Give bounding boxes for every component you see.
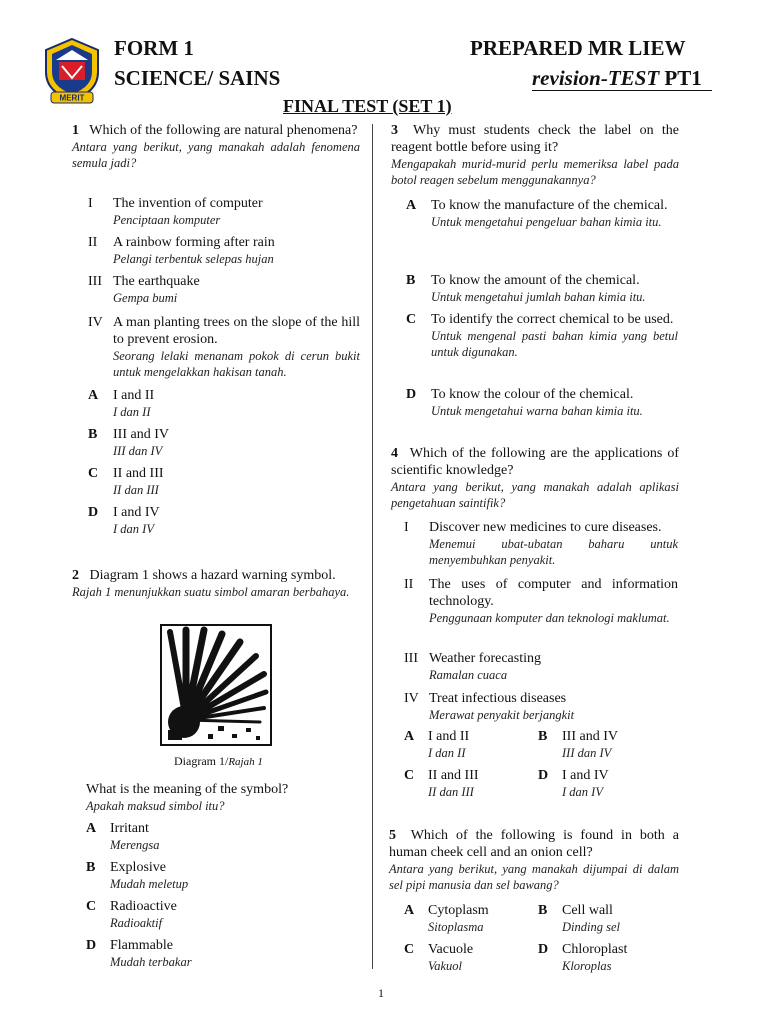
- question-text-en: Which of the following are the applications of scientific knowledge?: [391, 446, 680, 478]
- question-2: [72, 567, 360, 600]
- statement-I: I Discover new medicines to cure diseases. Menemui ubat-ubatan baharu untuk menyembuhkan penyakit.: [404, 520, 678, 567]
- school-logo: [42, 36, 102, 106]
- question-text-ms: Antara yang berikut, yang manakah adalah aplikasi pengetahuan saintifik?: [391, 480, 679, 510]
- option-C[interactable]: C To identify the correct chemical to be used. Untuk mengenal pasti bahan kimia yang betul untuk digunakan.: [406, 312, 678, 359]
- option-C[interactable]: C Vacuole Vakuol: [404, 942, 474, 973]
- option-A[interactable]: A Irritant Merengsa: [86, 821, 160, 852]
- question-number: 4: [391, 446, 398, 461]
- page-number: 1: [378, 986, 384, 1000]
- statement-IV: IV A man planting trees on the slope of the hill to prevent erosion. Seorang lelaki menanam pokok di cerun bukit untuk mengelakkan hakisan tanah.: [88, 315, 360, 379]
- option-D[interactable]: D I and IV I dan IV: [88, 505, 160, 536]
- option-D[interactable]: D Chloroplast Kloroplas: [538, 942, 628, 973]
- question-number: 5: [389, 828, 396, 843]
- question-5: [389, 827, 679, 893]
- statement-I: I The invention of computer Penciptaan komputer: [88, 196, 263, 227]
- option-A[interactable]: A Cytoplasm Sitoplasma: [404, 903, 489, 934]
- question-number: 1: [72, 123, 79, 138]
- question-number: 3: [391, 123, 398, 138]
- statement-III: III Weather forecasting Ramalan cuaca: [404, 651, 541, 682]
- option-D[interactable]: D Flammable Mudah terbakar: [86, 938, 192, 969]
- question-4: [391, 445, 679, 511]
- question-1: [72, 122, 360, 171]
- explosive-hazard-icon: [160, 624, 272, 746]
- option-B[interactable]: B Explosive Mudah meletup: [86, 860, 189, 891]
- revision-italic: revision-TEST: [532, 66, 660, 90]
- question-2-prompt: What is the meaning of the symbol? Apakah maksud simbol itu?: [86, 782, 289, 813]
- option-D[interactable]: D I and IV I dan IV: [538, 768, 609, 799]
- column-divider: [372, 124, 373, 969]
- question-text-ms: Mengapakah murid-murid perlu memeriksa label pada botol reagen sebelum menggunakannya?: [391, 157, 679, 187]
- statement-IV: IV Treat infectious diseases Merawat penyakit berjangkit: [404, 691, 575, 722]
- statement-III: III The earthquake Gempa bumi: [88, 274, 200, 305]
- svg-text:MERIT: MERIT: [59, 93, 85, 103]
- question-text-en: Which of the following are natural phenomena?: [89, 123, 358, 138]
- question-text-ms: Antara yang berikut, yang manakah dijumpai di dalam sel pipi manusia dan sel bawang?: [389, 862, 679, 892]
- question-text-en: Which of the following is found in both a human cheek cell and an onion cell?: [389, 828, 679, 860]
- diagram-caption: Diagram 1/Rajah 1: [174, 754, 263, 768]
- option-C[interactable]: C II and III II dan III: [88, 466, 164, 497]
- question-text-ms: Antara yang berikut, yang manakah adalah fenomena semula jadi?: [72, 140, 360, 170]
- revision-underline: [532, 90, 712, 91]
- statement-II: II A rainbow forming after rain Pelangi terbentuk selepas hujan: [88, 235, 275, 266]
- prepared-by: PREPARED MR LIEW: [470, 36, 686, 60]
- option-D[interactable]: D To know the colour of the chemical. Untuk mengetahui warna bahan kimia itu.: [406, 387, 643, 418]
- option-A[interactable]: A To know the manufacture of the chemical. Untuk mengetahui pengeluar bahan kimia itu.: [406, 198, 668, 229]
- option-A[interactable]: A I and II I dan II: [88, 388, 155, 419]
- option-B[interactable]: B III and IV III dan IV: [88, 427, 169, 458]
- option-A[interactable]: A I and II I dan II: [404, 729, 470, 760]
- option-B[interactable]: B Cell wall Dinding sel: [538, 903, 620, 934]
- revision-code: PT1: [664, 66, 702, 90]
- option-C[interactable]: C II and III II dan III: [404, 768, 479, 799]
- option-B[interactable]: B III and IV III dan IV: [538, 729, 618, 760]
- revision-label: [532, 66, 702, 91]
- subject-label: SCIENCE/ SAINS: [114, 66, 281, 90]
- question-text-ms: Rajah 1 menunjukkan suatu simbol amaran berbahaya.: [72, 585, 350, 599]
- option-B[interactable]: B To know the amount of the chemical. Untuk mengetahui jumlah bahan kimia itu.: [406, 273, 646, 304]
- question-text-en: Diagram 1 shows a hazard warning symbol.: [89, 568, 336, 583]
- statement-II: II The uses of computer and information technology. Penggunaan komputer dan teknologi maklumat.: [404, 577, 678, 625]
- question-number: 2: [72, 568, 79, 583]
- form-label: FORM 1: [114, 36, 194, 60]
- question-text-en: Why must students check the label on the reagent bottle before using it?: [391, 123, 679, 155]
- option-C[interactable]: C Radioactive Radioaktif: [86, 899, 177, 930]
- page-title: FINAL TEST (SET 1): [283, 96, 452, 116]
- question-3: [391, 122, 679, 188]
